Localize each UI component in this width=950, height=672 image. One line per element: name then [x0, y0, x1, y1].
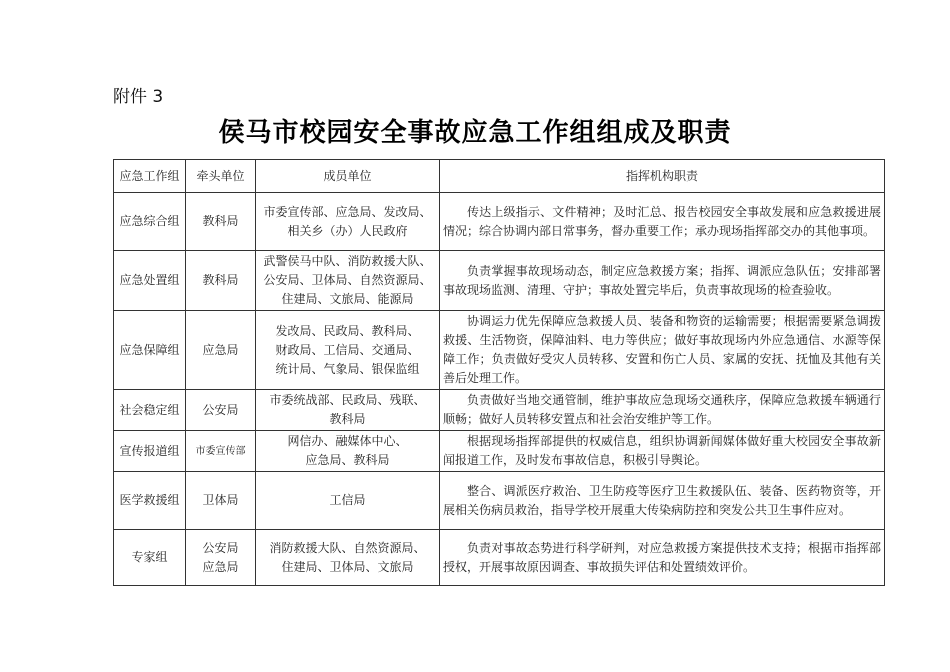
lead-unit-line: 应急局 — [202, 342, 239, 357]
table-row — [114, 193, 885, 251]
member-units-line: 应急局、教科局 — [305, 453, 390, 467]
lead-unit-line: 教科局 — [202, 214, 239, 228]
cell-group: 宣传报道组 — [114, 431, 186, 472]
cell-member-units — [256, 431, 440, 472]
member-units-line: 住建局、卫体局、文旅局 — [281, 559, 414, 574]
table-header-row — [114, 160, 885, 193]
cell-lead-unit — [186, 390, 256, 431]
cell-lead-unit — [186, 311, 256, 390]
cell-lead-unit — [186, 193, 256, 251]
cell-group: 应急综合组 — [114, 193, 186, 251]
cell-member-units — [256, 311, 440, 390]
lead-unit-line: 卫体局 — [202, 493, 239, 507]
cell-duties: 根据现场指挥部提供的权威信息，组织协调新闻媒体做好重大校园安全事故新闻报道工作，及时发布事故信息，积极引导舆论。 — [440, 431, 885, 472]
member-units-line: 住建局、文旅局、能源局 — [281, 292, 414, 306]
table-row — [114, 472, 885, 530]
header-group: 应急工作组 — [114, 160, 186, 193]
duty-table — [113, 159, 885, 586]
lead-unit-line: 市委宣传部 — [195, 445, 246, 457]
lead-unit-line: 教科局 — [202, 273, 239, 287]
cell-group: 专家组 — [114, 530, 186, 586]
member-units-line: 公安局、卫体局、自然资源局、 — [263, 273, 432, 287]
member-units-line: 武警侯马中队、消防救援大队、 — [263, 254, 432, 268]
cell-duties: 负责做好当地交通管制，维护事故应急现场交通秩序，保障应急救援车辆通行顺畅；做好人员转移安置点和社会治安维护等工作。 — [440, 390, 885, 431]
member-units-line: 发改局、民政局、教科局、 — [275, 323, 420, 338]
header-lead-unit: 牵头单位 — [186, 160, 256, 193]
member-units-line: 市委统战部、民政局、残联、 — [269, 393, 426, 407]
cell-group: 应急保障组 — [114, 311, 186, 390]
member-units-line: 教科局 — [329, 412, 366, 426]
lead-unit-line: 应急局 — [202, 559, 239, 574]
cell-member-units — [256, 472, 440, 530]
cell-duties: 传达上级指示、文件精神；及时汇总、报告校园安全事故发展和应急救援进展情况；综合协调内部日常事务，督办重要工作；承办现场指挥部交办的其他事项。 — [440, 193, 885, 251]
cell-duties: 负责掌握事故现场动态，制定应急救援方案；指挥、调派应急队伍；安排部署事故现场监测、清理、守护；事故处置完毕后，负责事故现场的检查验收。 — [440, 251, 885, 311]
table-row — [114, 390, 885, 431]
cell-duties: 负责对事故态势进行科学研判，对应急救援方案提供技术支持；根据市指挥部授权，开展事故原因调查、事故损失评估和处置绩效评价。 — [440, 530, 885, 586]
member-units-line: 工信局 — [329, 493, 366, 507]
cell-group: 应急处置组 — [114, 251, 186, 311]
table-row — [114, 251, 885, 311]
attachment-label: 附件 3 — [113, 87, 164, 107]
cell-member-units — [256, 530, 440, 586]
cell-duties: 协调运力优先保障应急救援人员、装备和物资的运输需要；根据需要紧急调拨救援、生活物资，保障油料、电力等供应；做好事故现场内外应急通信、水源等保障工作；负责做好受灾人员转移、安置和伤亡人员、家属的安抚、抚恤及其他有关善后处理工作。 — [440, 311, 885, 390]
cell-member-units — [256, 251, 440, 311]
table-row — [114, 431, 885, 472]
cell-member-units — [256, 193, 440, 251]
member-units-line: 相关乡（办）人民政府 — [287, 223, 408, 238]
member-units-line: 网信办、融媒体中心、 — [287, 434, 408, 448]
header-member-units: 成员单位 — [256, 160, 440, 193]
member-units-line: 财政局、工信局、交通局、 — [275, 342, 420, 357]
cell-lead-unit — [186, 472, 256, 530]
lead-unit-line: 公安局 — [202, 540, 239, 555]
table-row — [114, 530, 885, 586]
header-duties: 指挥机构职责 — [440, 160, 885, 193]
cell-group: 社会稳定组 — [114, 390, 186, 431]
document-title: 侯马市校园安全事故应急工作组组成及职责 — [218, 118, 732, 148]
member-units-line: 消防救援大队、自然资源局、 — [269, 540, 426, 555]
cell-lead-unit — [186, 431, 256, 472]
cell-duties: 整合、调派医疗救治、卫生防疫等医疗卫生救援队伍、装备、医药物资等，开展相关伤病员救治，指导学校开展重大传染病防控和突发公共卫生事件应对。 — [440, 472, 885, 530]
cell-member-units — [256, 390, 440, 431]
lead-unit-line: 公安局 — [202, 402, 239, 417]
cell-group: 医学救援组 — [114, 472, 186, 530]
member-units-line: 统计局、气象局、银保监组 — [275, 361, 420, 376]
cell-lead-unit — [186, 251, 256, 311]
table-row — [114, 311, 885, 390]
cell-lead-unit — [186, 530, 256, 586]
member-units-line: 市委宣传部、应急局、发改局、 — [263, 204, 432, 219]
